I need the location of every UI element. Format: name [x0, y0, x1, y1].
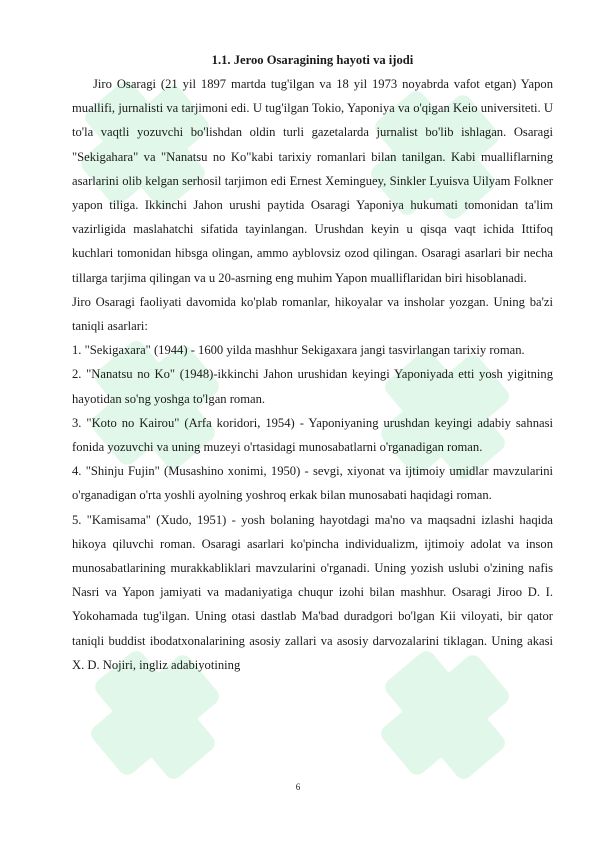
section-title: 1.1. Jeroo Osaragining hayoti va ijodi	[211, 53, 414, 67]
list-item-work-2: 2. "Nanatsu no Ko" (1948)-ikkinchi Jahon urushidan keyingi Yaponiyada etti yosh yigitning hayotidan so'ng yoshga to'lgan roman.	[72, 367, 553, 406]
list-item-work-4: 4. "Shinju Fujin" (Musashino xonimi, 1950) - sevgi, xiyonat va ijtimoiy umidlar mavzularini o'rganadigan o'rta yoshli ayolning yoshroq erkak bilan munosabati haqidagi roman.	[72, 464, 553, 503]
list-item-work-5: 5. "Kamisama" (Xudo, 1951) - yosh bolaning hayotdagi ma'no va maqsadni izlashi haqida hikoya qiluvchi roman. Osaragi asarlari ko'pincha individualizm, ijtimoiy adolat va inson munosabatlarining murakkabliklari mavzularini o'rganadi. Uning yozish uslubi o'zining nafis Nasri va Yapon jamiyati va madaniyatiga chuqur izohi bilan mashhur. Osaragi Jiroo D. I. Yokohamada tug'ilgan. Uning otasi dastlab Ma'bad duradgori bo'lgan Kii viloyati, bir qator taniqli buddist ibodatxonalarining asosiy zallari va asosiy darvozalarini tiklagan. Uning akasi X. D. Nojiri, ingliz adabiyotining	[72, 512, 553, 672]
paragraph-works-intro: Jiro Osaragi faoliyati davomida ko'plab romanlar, hikoyalar va insholar yozgan. Uning ba'zi taniqli asarlari:	[72, 294, 553, 334]
paragraph-intro: Jiro Osaragi (21 yil 1897 martda tug'ilgan va 18 yil 1973 noyabrda vafot etgan) Yapon muallifi, jurnalisti va tarjimoni edi. U tug'ilgan Tokio, Yaponiya va o'qigan Keio universiteti. U to'la vaqtli yozuvchi bo'lishdan oldin turli gazetalarda jurnalist bo'lib ishlagan. Osaragi "Sekigahara" va "Nanatsu no Ko"kabi tarixiy romanlari bilan tanilgan. Kabi mualliflarning asarlarini olib kelgan serhosil tarjimon edi Ernest Xeminguey, Sinkler Lyuisva Uilyam Folkner yapon tiliga. Ikkinchi Jahon urushi paytida Osaragi Yaponiya hukumati tomonidan ta'lim vazirligida maslahatchi sifatida tayinlangan. Urushdan keyin u qisqa vaqt ichida Ittifoq kuchlari tomonidan hibsga olingan, ammo ayblovsiz ozod qilingan. Osaragi asarlari bir necha tillarga tarjima qilingan va u 20-asrning eng muhim Yapon mualliflaridan biri hisoblanadi.	[72, 77, 553, 285]
page-number: 6	[295, 782, 301, 792]
list-item-work-3: 3. "Koto no Kairou" (Arfa koridori, 1954) - Yaponiyaning urushdan keyingi adabiy sahnasi fonida yozuvchi va uning muzeyi o'rtasidagi munosabatlarni o'rganadigan roman.	[72, 415, 553, 455]
document-body	[72, 48, 553, 677]
list-item-work-1: 1. "Sekigaxara" (1944) - 1600 yilda mashhur Sekigaxara jangi tasvirlangan tarixiy roman.	[72, 343, 525, 358]
